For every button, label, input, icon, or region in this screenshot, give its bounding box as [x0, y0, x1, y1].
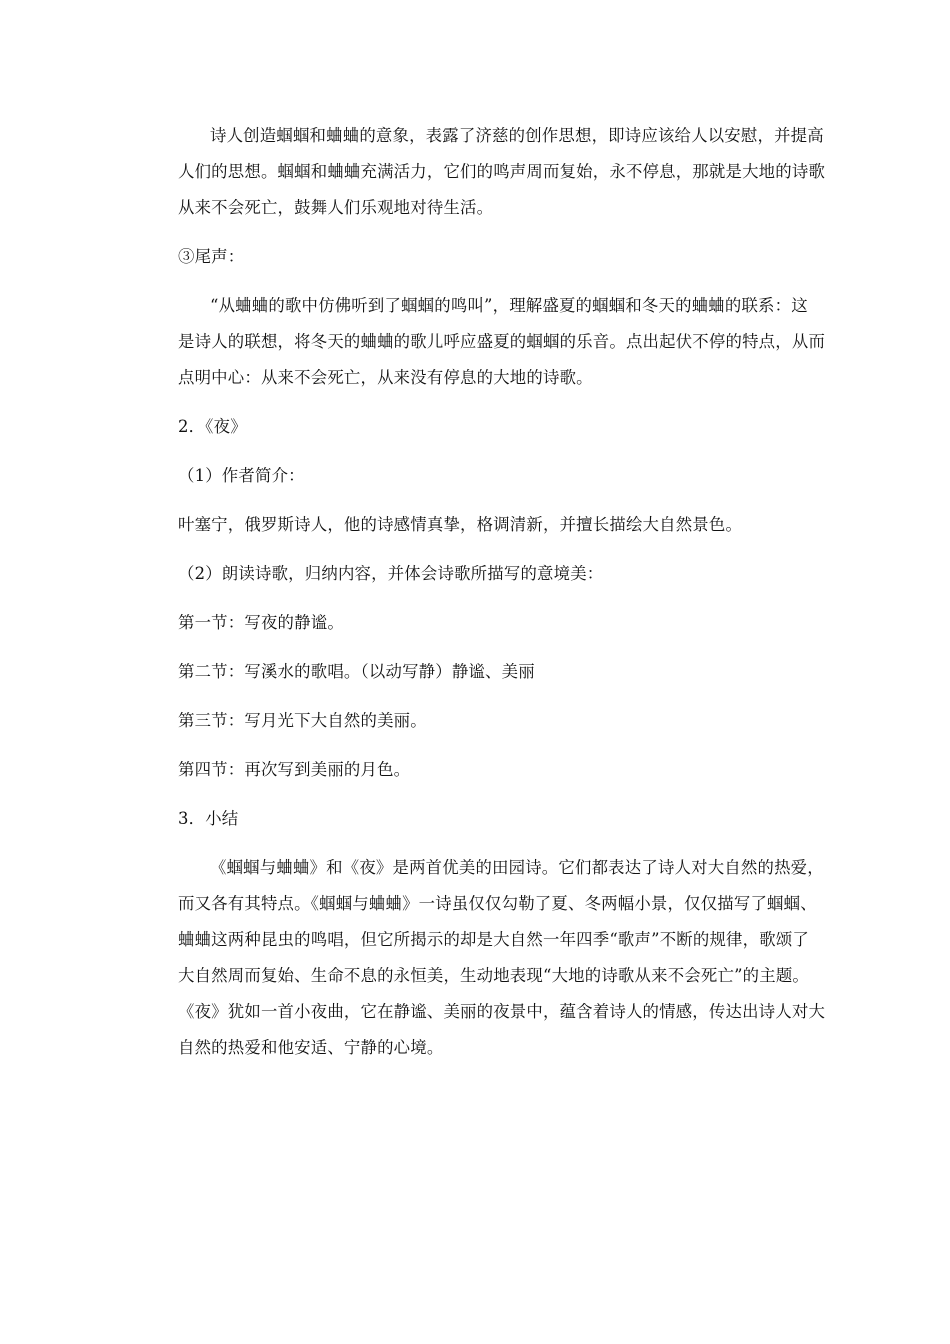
- paragraph-author-intro: 叶塞宁，俄罗斯诗人，他的诗感情真挚，格调清新，并擅长描绘大自然景色。: [178, 515, 743, 534]
- paragraph-coda-analysis: [146, 288, 826, 396]
- section-heading-summary: 3．小结: [178, 809, 239, 828]
- text-line: 而又各有其特点。《蝈蝈与蛐蛐》一诗虽仅仅勾勒了夏、冬两幅小景，仅仅描写了蝈蝈、: [178, 894, 817, 913]
- text-line: 从来不会死亡，鼓舞人们乐观地对待生活。: [178, 198, 494, 217]
- text-line: 人们的思想。蝈蝈和蛐蛐充满活力，它们的鸣声周而复始，永不停息，那就是大地的诗歌: [178, 162, 826, 181]
- text-line: 点明中心：从来不会死亡，从来没有停息的大地的诗歌。: [178, 368, 593, 387]
- text-line: 蛐蛐这两种昆虫的鸣唱，但它所揭示的却是大自然一年四季“歌声”不断的规律，歌颂了: [178, 930, 810, 949]
- text-line: 《夜》犹如一首小夜曲，它在静谧、美丽的夜景中，蕴含着诗人的情感，传达出诗人对大: [178, 1002, 826, 1021]
- stanza-summary-1: 第一节：写夜的静谧。: [178, 613, 344, 632]
- stanza-summary-2: 第二节：写溪水的歌唱。（以动写静）静谧、美丽: [178, 662, 535, 681]
- text-line: 是诗人的联想，将冬天的蛐蛐的歌儿呼应盛夏的蝈蝈的乐音。点出起伏不停的特点，从而: [178, 332, 826, 351]
- stanza-summary-4: 第四节：再次写到美丽的月色。: [178, 760, 411, 779]
- text-line: “从蛐蛐的歌中仿佛听到了蝈蝈的鸣叫”，理解盛夏的蝈蝈和冬天的蛐蛐的联系：这: [210, 296, 808, 315]
- text-line: 诗人创造蝈蝈和蛐蛐的意象，表露了济慈的创作思想，即诗应该给人以安慰，并提高: [210, 126, 824, 145]
- document-body: [146, 118, 826, 1079]
- text-line: 大自然周而复始、生命不息的永恒美，生动地表现“大地的诗歌从来不会死亡”的主题。: [178, 966, 810, 985]
- subheading-author-intro: （1）作者简介：: [178, 466, 305, 485]
- text-line: 自然的热爱和他安适、宁静的心境。: [178, 1038, 444, 1057]
- paragraph-imagery-analysis: [146, 118, 826, 226]
- subheading-reading-task: （2）朗读诗歌，归纳内容，并体会诗歌所描写的意境美：: [178, 564, 604, 583]
- stanza-summary-3: 第三节：写月光下大自然的美丽。: [178, 711, 427, 730]
- section-heading-coda: ③尾声：: [178, 247, 245, 266]
- section-heading-night: 2．《夜》: [178, 417, 247, 436]
- text-line: 《蝈蝈与蛐蛐》和《夜》是两首优美的田园诗。它们都表达了诗人对大自然的热爱，: [210, 858, 824, 877]
- paragraph-summary: [146, 850, 826, 1066]
